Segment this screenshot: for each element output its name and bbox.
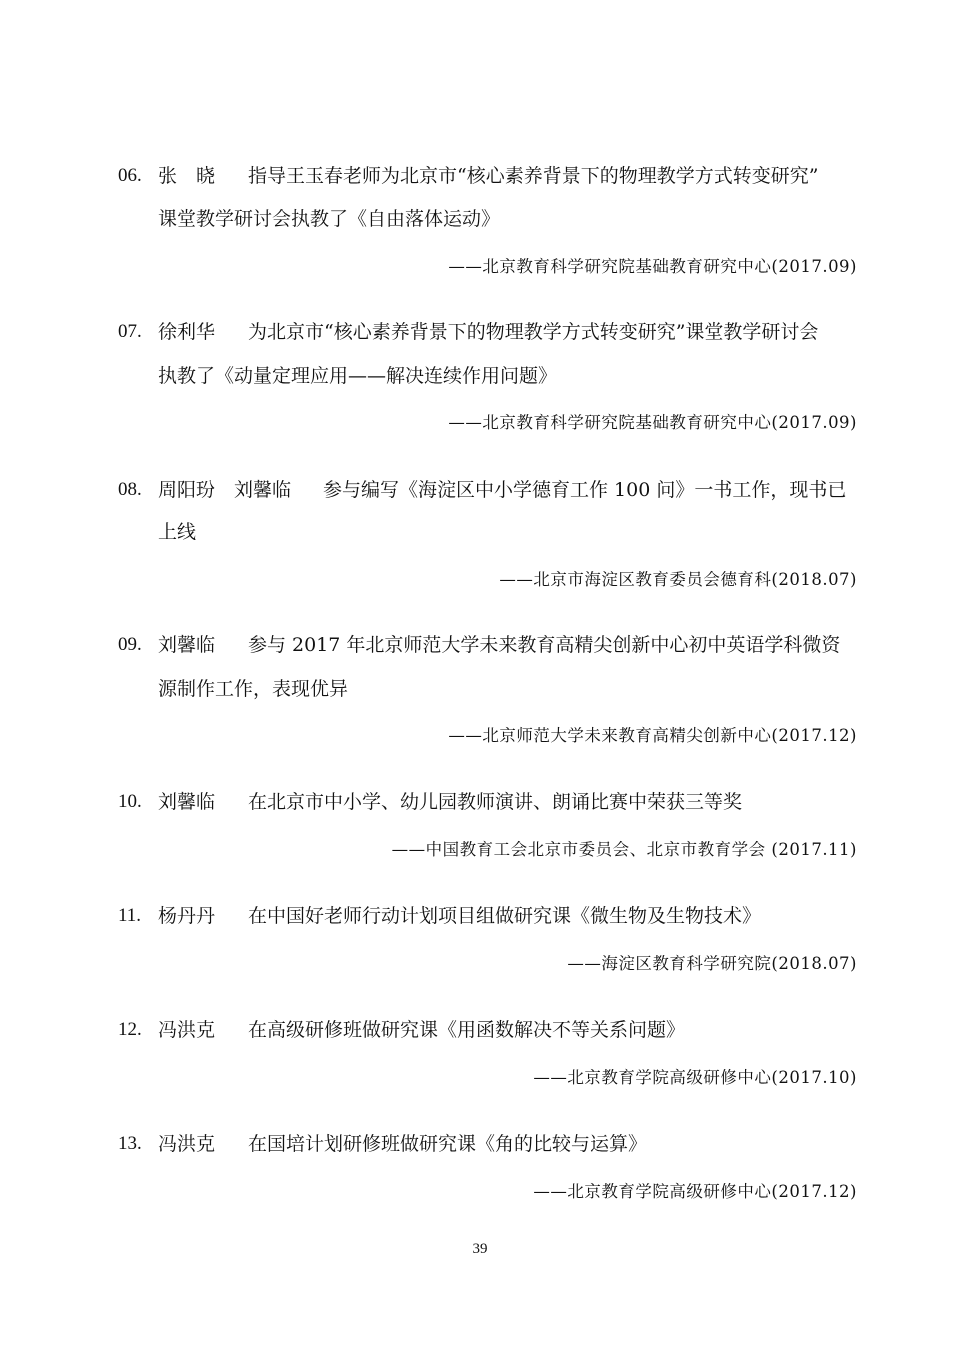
item-description: 在国培计划研修班做研究课《角的比较与运算》 [248,1133,648,1155]
item-number: 12. [118,1019,142,1040]
item-name: 刘馨临 [158,791,216,813]
item-source: ——北京教育学院高级研修中心(2017.10) [533,1068,857,1087]
item-number: 13. [118,1133,142,1154]
item-description: 参与编写《海淀区中小学德育工作 100 问》一书工作，现书已 [323,479,847,501]
item-name: 张 晓 [158,165,216,187]
item-number: 08. [118,479,142,500]
item-description-continued: 执教了《动量定理应用——解决连续作用问题》 [158,365,558,387]
item-source: ——海淀区教育科学研究院(2018.07) [567,954,857,973]
item-name: 冯洪克 [158,1133,216,1155]
item-description: 在高级研修班做研究课《用函数解决不等关系问题》 [248,1019,686,1041]
item-source: ——北京教育科学研究院基础教育研究中心(2017.09) [448,413,857,432]
item-description-continued: 课堂教学研讨会执教了《自由落体运动》 [158,208,501,230]
item-name: 周阳玢 刘馨临 [158,479,292,501]
item-number: 07. [118,321,142,342]
item-description: 在北京市中小学、幼儿园教师演讲、朗诵比赛中荣获三等奖 [248,791,743,813]
item-description-continued: 上线 [158,521,197,543]
item-number: 10. [118,791,142,812]
item-name: 刘馨临 [158,634,216,656]
item-description: 指导王玉春老师为北京市“核心素养背景下的物理教学方式转变研究” [248,165,819,187]
item-description: 在中国好老师行动计划项目组做研究课《微生物及生物技术》 [248,905,762,927]
item-source: ——北京教育学院高级研修中心(2017.12) [533,1182,857,1201]
item-number: 06. [118,165,142,186]
item-source: ——北京市海淀区教育委员会德育科(2018.07) [499,570,857,589]
item-description-continued: 源制作工作，表现优异 [158,678,349,700]
item-name: 冯洪克 [158,1019,216,1041]
item-source: ——中国教育工会北京市委员会、北京市教育学会 (2017.11) [391,840,857,859]
item-name: 徐利华 [158,321,216,343]
item-source: ——北京师范大学未来教育高精尖创新中心(2017.12) [448,726,857,745]
item-number: 11. [118,905,142,926]
page-number: 39 [472,1241,488,1257]
item-number: 09. [118,634,142,655]
item-description: 为北京市“核心素养背景下的物理教学方式转变研究”课堂教学研讨会 [248,321,819,343]
item-description: 参与 2017 年北京师范大学未来教育高精尖创新中心初中英语学科微资 [248,634,841,656]
item-name: 杨丹丹 [158,905,216,927]
item-source: ——北京教育科学研究院基础教育研究中心(2017.09) [448,257,857,276]
